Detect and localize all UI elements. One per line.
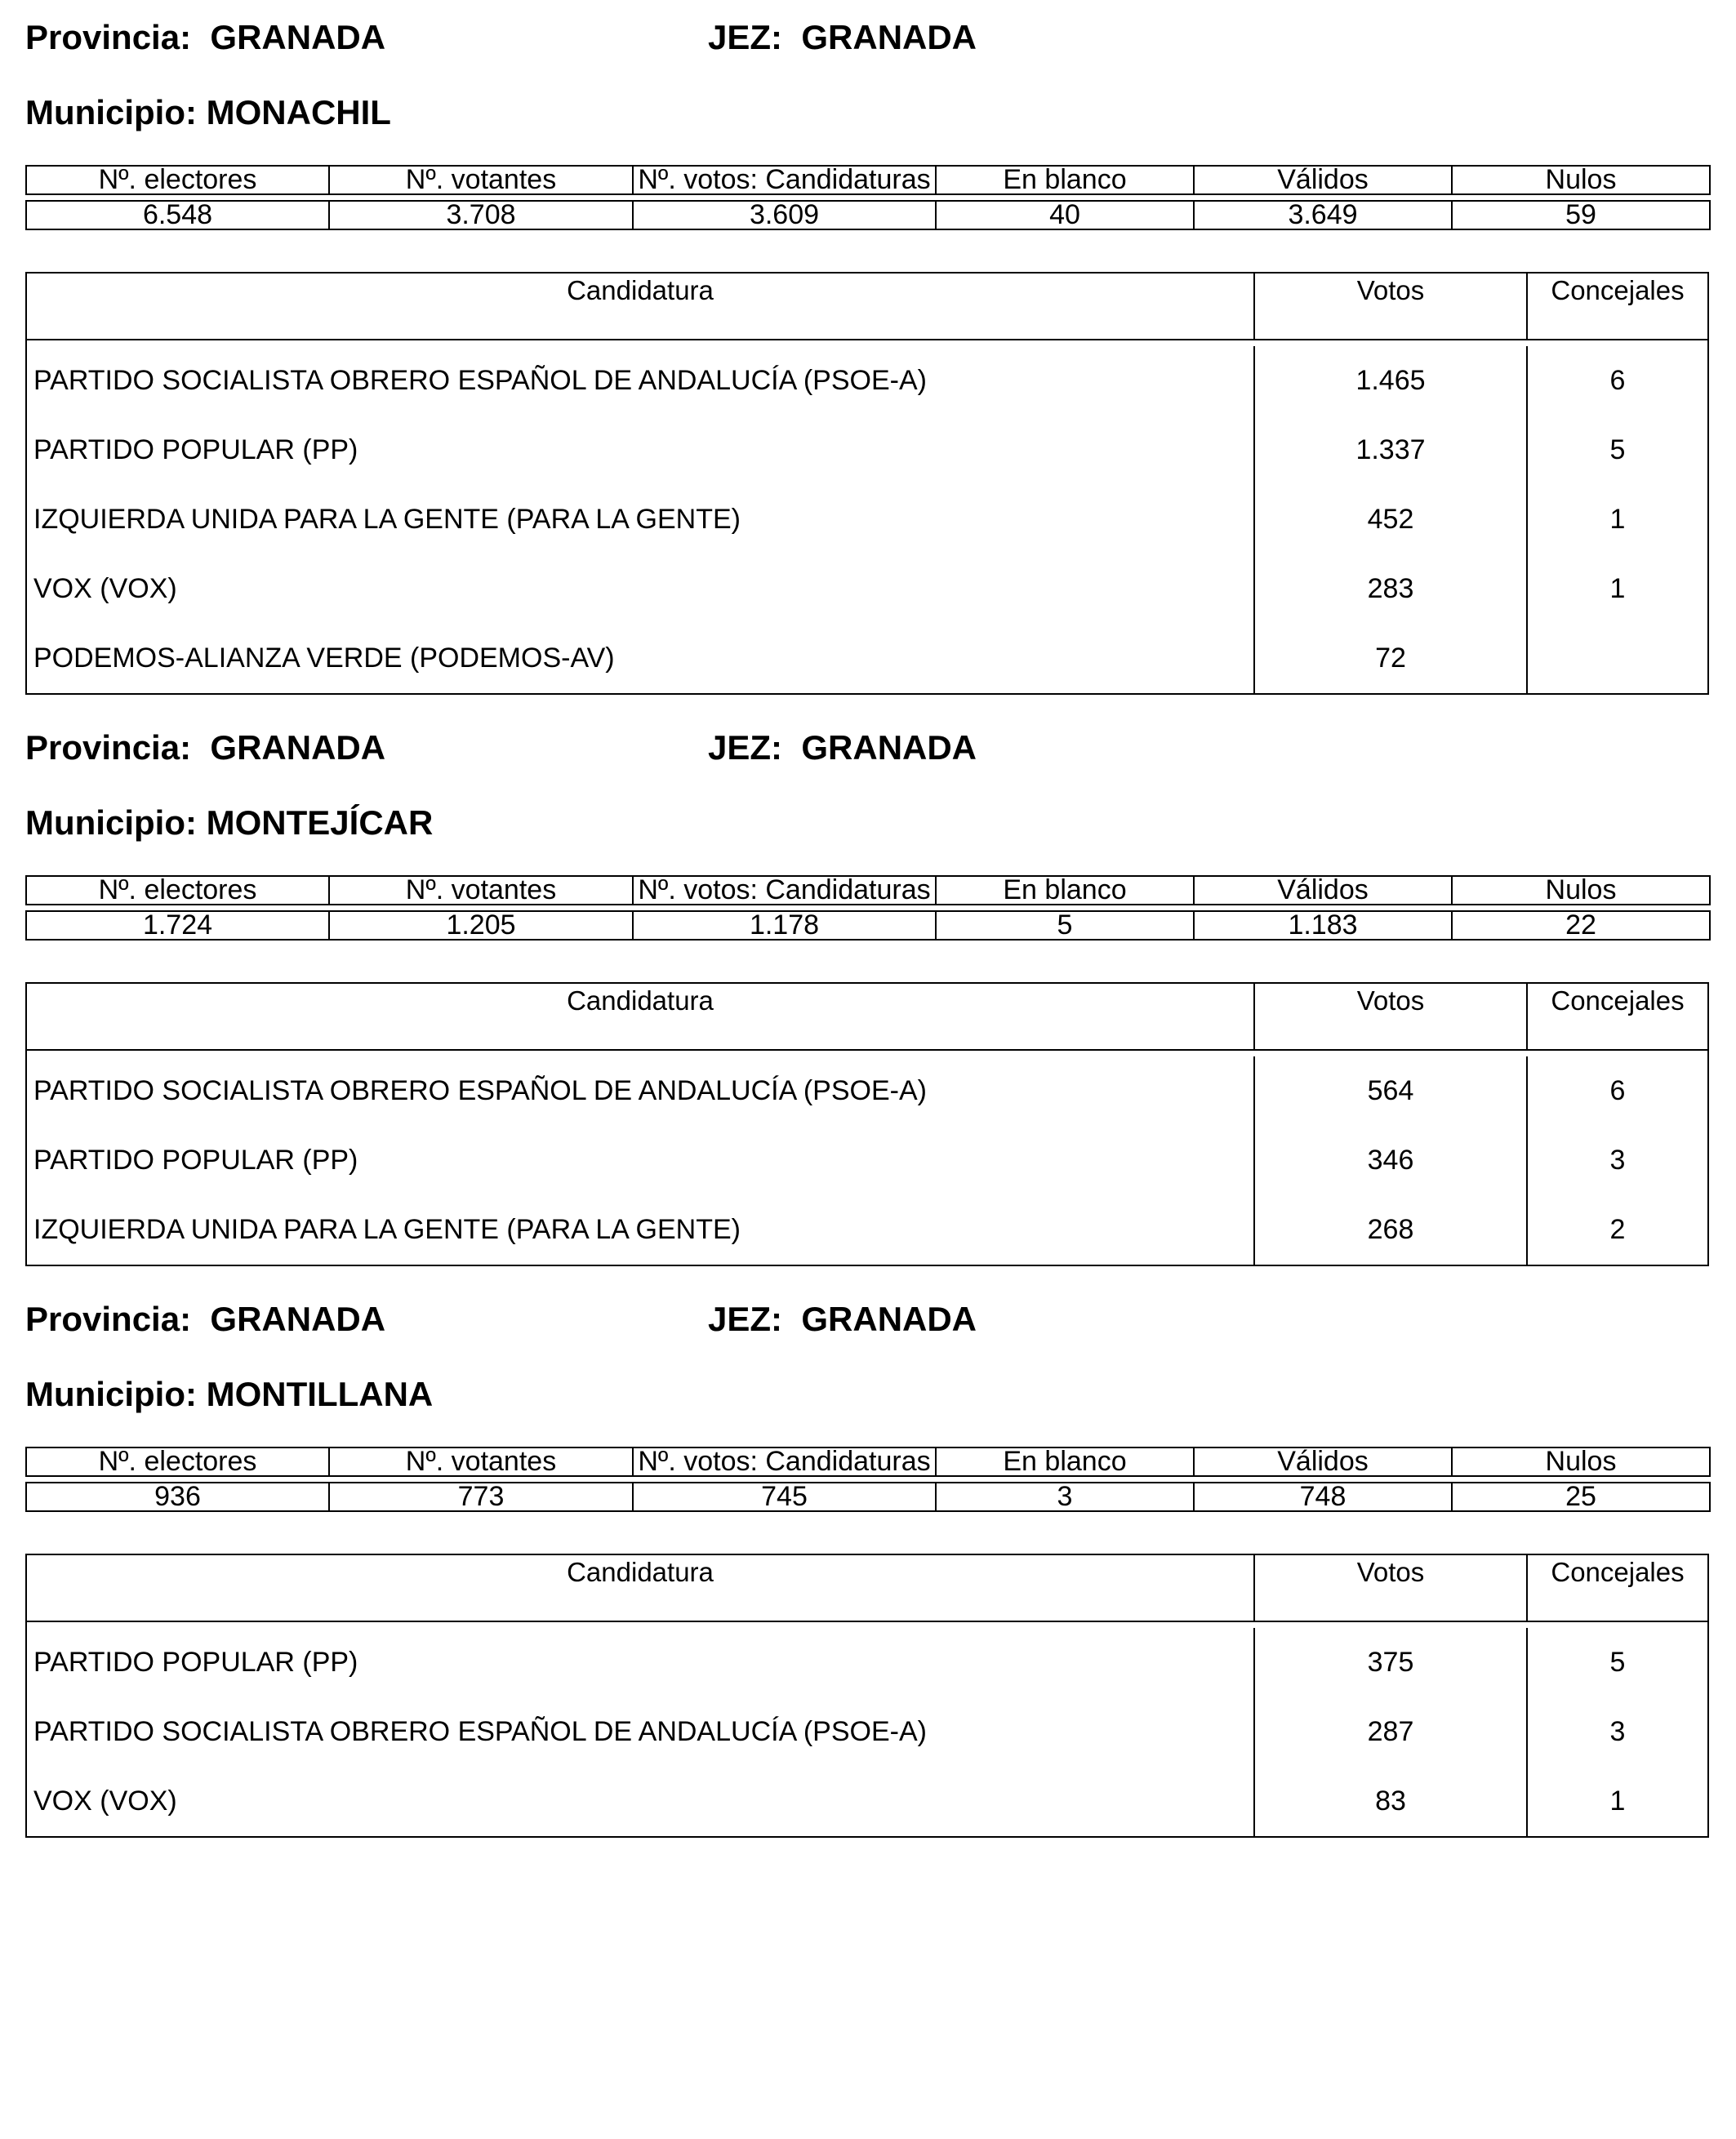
party-concejales: 3 bbox=[1609, 1145, 1626, 1176]
municipio-header bbox=[25, 1373, 433, 1416]
party-votos: 564 bbox=[1255, 1056, 1528, 1126]
stats-header-cell: En blanco bbox=[936, 166, 1194, 194]
stats-header-cell: Nº. electores bbox=[26, 166, 329, 194]
stats-header-cell: Nº. votantes bbox=[329, 1447, 633, 1476]
header-votos: Votos bbox=[1255, 273, 1528, 339]
stats-value-row bbox=[26, 911, 1710, 940]
stats-header-row bbox=[26, 1447, 1710, 1476]
stats-header-cell: Válidos bbox=[1194, 876, 1452, 905]
jez-label: JEZ: bbox=[708, 728, 783, 767]
party-votos: 72 bbox=[1255, 624, 1528, 693]
stats-value-cell: 773 bbox=[329, 1483, 633, 1511]
jez-value: GRANADA bbox=[801, 728, 977, 767]
province-line bbox=[25, 16, 385, 59]
party-name: PARTIDO POPULAR (PP) bbox=[27, 1126, 1255, 1195]
jez-value: GRANADA bbox=[801, 18, 977, 56]
province-line bbox=[25, 727, 385, 769]
party-concejales: 6 bbox=[1609, 1075, 1626, 1106]
party-concejales: 6 bbox=[1609, 365, 1626, 396]
header-concejales: Concejales bbox=[1551, 985, 1685, 1016]
header-candidatura: Candidatura bbox=[27, 1555, 1255, 1621]
candidaturas-table bbox=[25, 982, 1709, 1266]
municipio-header bbox=[25, 802, 433, 844]
stats-header-cell: Válidos bbox=[1194, 1447, 1452, 1476]
stats-header-row bbox=[26, 876, 1710, 905]
party-concejales: 5 bbox=[1609, 1647, 1626, 1678]
party-votos: 268 bbox=[1255, 1195, 1528, 1265]
stats-value-cell: 22 bbox=[1452, 911, 1710, 940]
party-name: VOX (VOX) bbox=[27, 1767, 1255, 1836]
provincia-label: Provincia: bbox=[25, 1300, 192, 1338]
party-name: PARTIDO SOCIALISTA OBRERO ESPAÑOL DE ANDALUCÍA (PSOE-A) bbox=[27, 1056, 1255, 1126]
table-row bbox=[27, 485, 1707, 554]
stats-header-cell: En blanco bbox=[936, 876, 1194, 905]
stats-value-cell: 3.609 bbox=[633, 201, 936, 229]
provincia-value: GRANADA bbox=[210, 18, 386, 56]
stats-value-cell: 3 bbox=[936, 1483, 1194, 1511]
party-name: IZQUIERDA UNIDA PARA LA GENTE (PARA LA GENTE) bbox=[27, 485, 1255, 554]
party-concejales: 1 bbox=[1609, 573, 1626, 604]
header-concejales: Concejales bbox=[1551, 275, 1685, 305]
provincia-label: Provincia: bbox=[25, 728, 192, 767]
municipio-label: Municipio: bbox=[25, 93, 197, 131]
stats-header-cell: Válidos bbox=[1194, 166, 1452, 194]
header-candidatura: Candidatura bbox=[27, 984, 1255, 1049]
party-votos: 452 bbox=[1255, 485, 1528, 554]
party-name: VOX (VOX) bbox=[27, 554, 1255, 624]
stats-value-row bbox=[26, 1483, 1710, 1511]
candidaturas-table bbox=[25, 1554, 1709, 1838]
stats-header-cell: Nº. votos: Candidaturas bbox=[633, 1447, 936, 1476]
province-line bbox=[25, 1298, 385, 1341]
jez-label: JEZ: bbox=[708, 18, 783, 56]
municipio-label: Municipio: bbox=[25, 803, 197, 842]
municipio-value: MONTILLANA bbox=[206, 1375, 434, 1413]
municipio-header bbox=[25, 91, 391, 134]
municipio-label: Municipio: bbox=[25, 1375, 197, 1413]
stats-value-cell: 748 bbox=[1194, 1483, 1452, 1511]
table-row bbox=[27, 554, 1707, 624]
province-header bbox=[25, 727, 1709, 769]
table-row bbox=[27, 1056, 1707, 1126]
candidaturas-table bbox=[25, 272, 1709, 695]
stats-value-cell: 1.178 bbox=[633, 911, 936, 940]
stats-value-cell: 3.649 bbox=[1194, 201, 1452, 229]
party-concejales: 5 bbox=[1609, 434, 1626, 465]
table-row bbox=[27, 624, 1707, 693]
party-votos: 1.337 bbox=[1255, 416, 1528, 485]
jez-value: GRANADA bbox=[801, 1300, 977, 1338]
stats-header-cell: Nulos bbox=[1452, 166, 1710, 194]
header-concejales: Concejales bbox=[1551, 1557, 1685, 1587]
party-name: PARTIDO SOCIALISTA OBRERO ESPAÑOL DE ANDALUCÍA (PSOE-A) bbox=[27, 1697, 1255, 1767]
stats-value-cell: 5 bbox=[936, 911, 1194, 940]
stats-header-cell: Nº. votos: Candidaturas bbox=[633, 876, 936, 905]
jez-line bbox=[708, 16, 977, 59]
party-name: IZQUIERDA UNIDA PARA LA GENTE (PARA LA GENTE) bbox=[27, 1195, 1255, 1265]
stats-header-cell: En blanco bbox=[936, 1447, 1194, 1476]
party-votos: 287 bbox=[1255, 1697, 1528, 1767]
party-votos: 283 bbox=[1255, 554, 1528, 624]
stats-header-cell: Nº. electores bbox=[26, 1447, 329, 1476]
header-votos: Votos bbox=[1255, 1555, 1528, 1621]
jez-label: JEZ: bbox=[708, 1300, 783, 1338]
party-votos: 375 bbox=[1255, 1628, 1528, 1697]
stats-header-cell: Nulos bbox=[1452, 1447, 1710, 1476]
table-row bbox=[27, 1628, 1707, 1697]
province-header bbox=[25, 1298, 1709, 1341]
stats-value-cell: 59 bbox=[1452, 201, 1710, 229]
party-concejales bbox=[1528, 624, 1707, 693]
provincia-value: GRANADA bbox=[210, 728, 386, 767]
party-concejales: 3 bbox=[1609, 1716, 1626, 1747]
stats-table bbox=[25, 1447, 1711, 1512]
stats-header-cell: Nº. electores bbox=[26, 876, 329, 905]
municipality-section bbox=[25, 8, 1709, 710]
stats-value-cell: 745 bbox=[633, 1483, 936, 1511]
party-votos: 346 bbox=[1255, 1126, 1528, 1195]
header-votos: Votos bbox=[1255, 984, 1528, 1049]
provincia-label: Provincia: bbox=[25, 18, 192, 56]
stats-table bbox=[25, 875, 1711, 941]
stats-table bbox=[25, 165, 1711, 230]
stats-header-cell: Nº. votos: Candidaturas bbox=[633, 166, 936, 194]
party-name: PODEMOS-ALIANZA VERDE (PODEMOS-AV) bbox=[27, 624, 1255, 693]
stats-value-cell: 25 bbox=[1452, 1483, 1710, 1511]
stats-header-cell: Nulos bbox=[1452, 876, 1710, 905]
table-row bbox=[27, 1126, 1707, 1195]
table-row bbox=[27, 1697, 1707, 1767]
party-votos: 83 bbox=[1255, 1767, 1528, 1836]
municipio-value: MONACHIL bbox=[206, 93, 391, 131]
stats-value-cell: 1.183 bbox=[1194, 911, 1452, 940]
candidaturas-header-row bbox=[27, 1555, 1707, 1622]
stats-value-cell: 6.548 bbox=[26, 201, 329, 229]
stats-header-row bbox=[26, 166, 1710, 194]
candidaturas-header-row bbox=[27, 984, 1707, 1051]
provincia-value: GRANADA bbox=[210, 1300, 386, 1338]
party-concejales: 1 bbox=[1609, 504, 1626, 535]
party-name: PARTIDO SOCIALISTA OBRERO ESPAÑOL DE ANDALUCÍA (PSOE-A) bbox=[27, 346, 1255, 416]
table-row bbox=[27, 1767, 1707, 1836]
stats-value-cell: 40 bbox=[936, 201, 1194, 229]
jez-line bbox=[708, 1298, 977, 1341]
table-row bbox=[27, 1195, 1707, 1265]
party-concejales: 2 bbox=[1609, 1214, 1626, 1245]
stats-value-cell: 1.724 bbox=[26, 911, 329, 940]
table-row bbox=[27, 416, 1707, 485]
stats-value-row bbox=[26, 201, 1710, 229]
stats-header-cell: Nº. votantes bbox=[329, 876, 633, 905]
stats-value-cell: 936 bbox=[26, 1483, 329, 1511]
party-name: PARTIDO POPULAR (PP) bbox=[27, 1628, 1255, 1697]
jez-line bbox=[708, 727, 977, 769]
party-concejales: 1 bbox=[1609, 1785, 1626, 1817]
party-name: PARTIDO POPULAR (PP) bbox=[27, 416, 1255, 485]
candidaturas-header-row bbox=[27, 273, 1707, 340]
stats-value-cell: 1.205 bbox=[329, 911, 633, 940]
stats-value-cell: 3.708 bbox=[329, 201, 633, 229]
municipio-value: MONTEJÍCAR bbox=[206, 803, 434, 842]
province-header bbox=[25, 16, 1709, 59]
stats-header-cell: Nº. votantes bbox=[329, 166, 633, 194]
party-votos: 1.465 bbox=[1255, 346, 1528, 416]
header-candidatura: Candidatura bbox=[27, 273, 1255, 339]
municipality-section bbox=[25, 1290, 1709, 1992]
table-row bbox=[27, 346, 1707, 416]
